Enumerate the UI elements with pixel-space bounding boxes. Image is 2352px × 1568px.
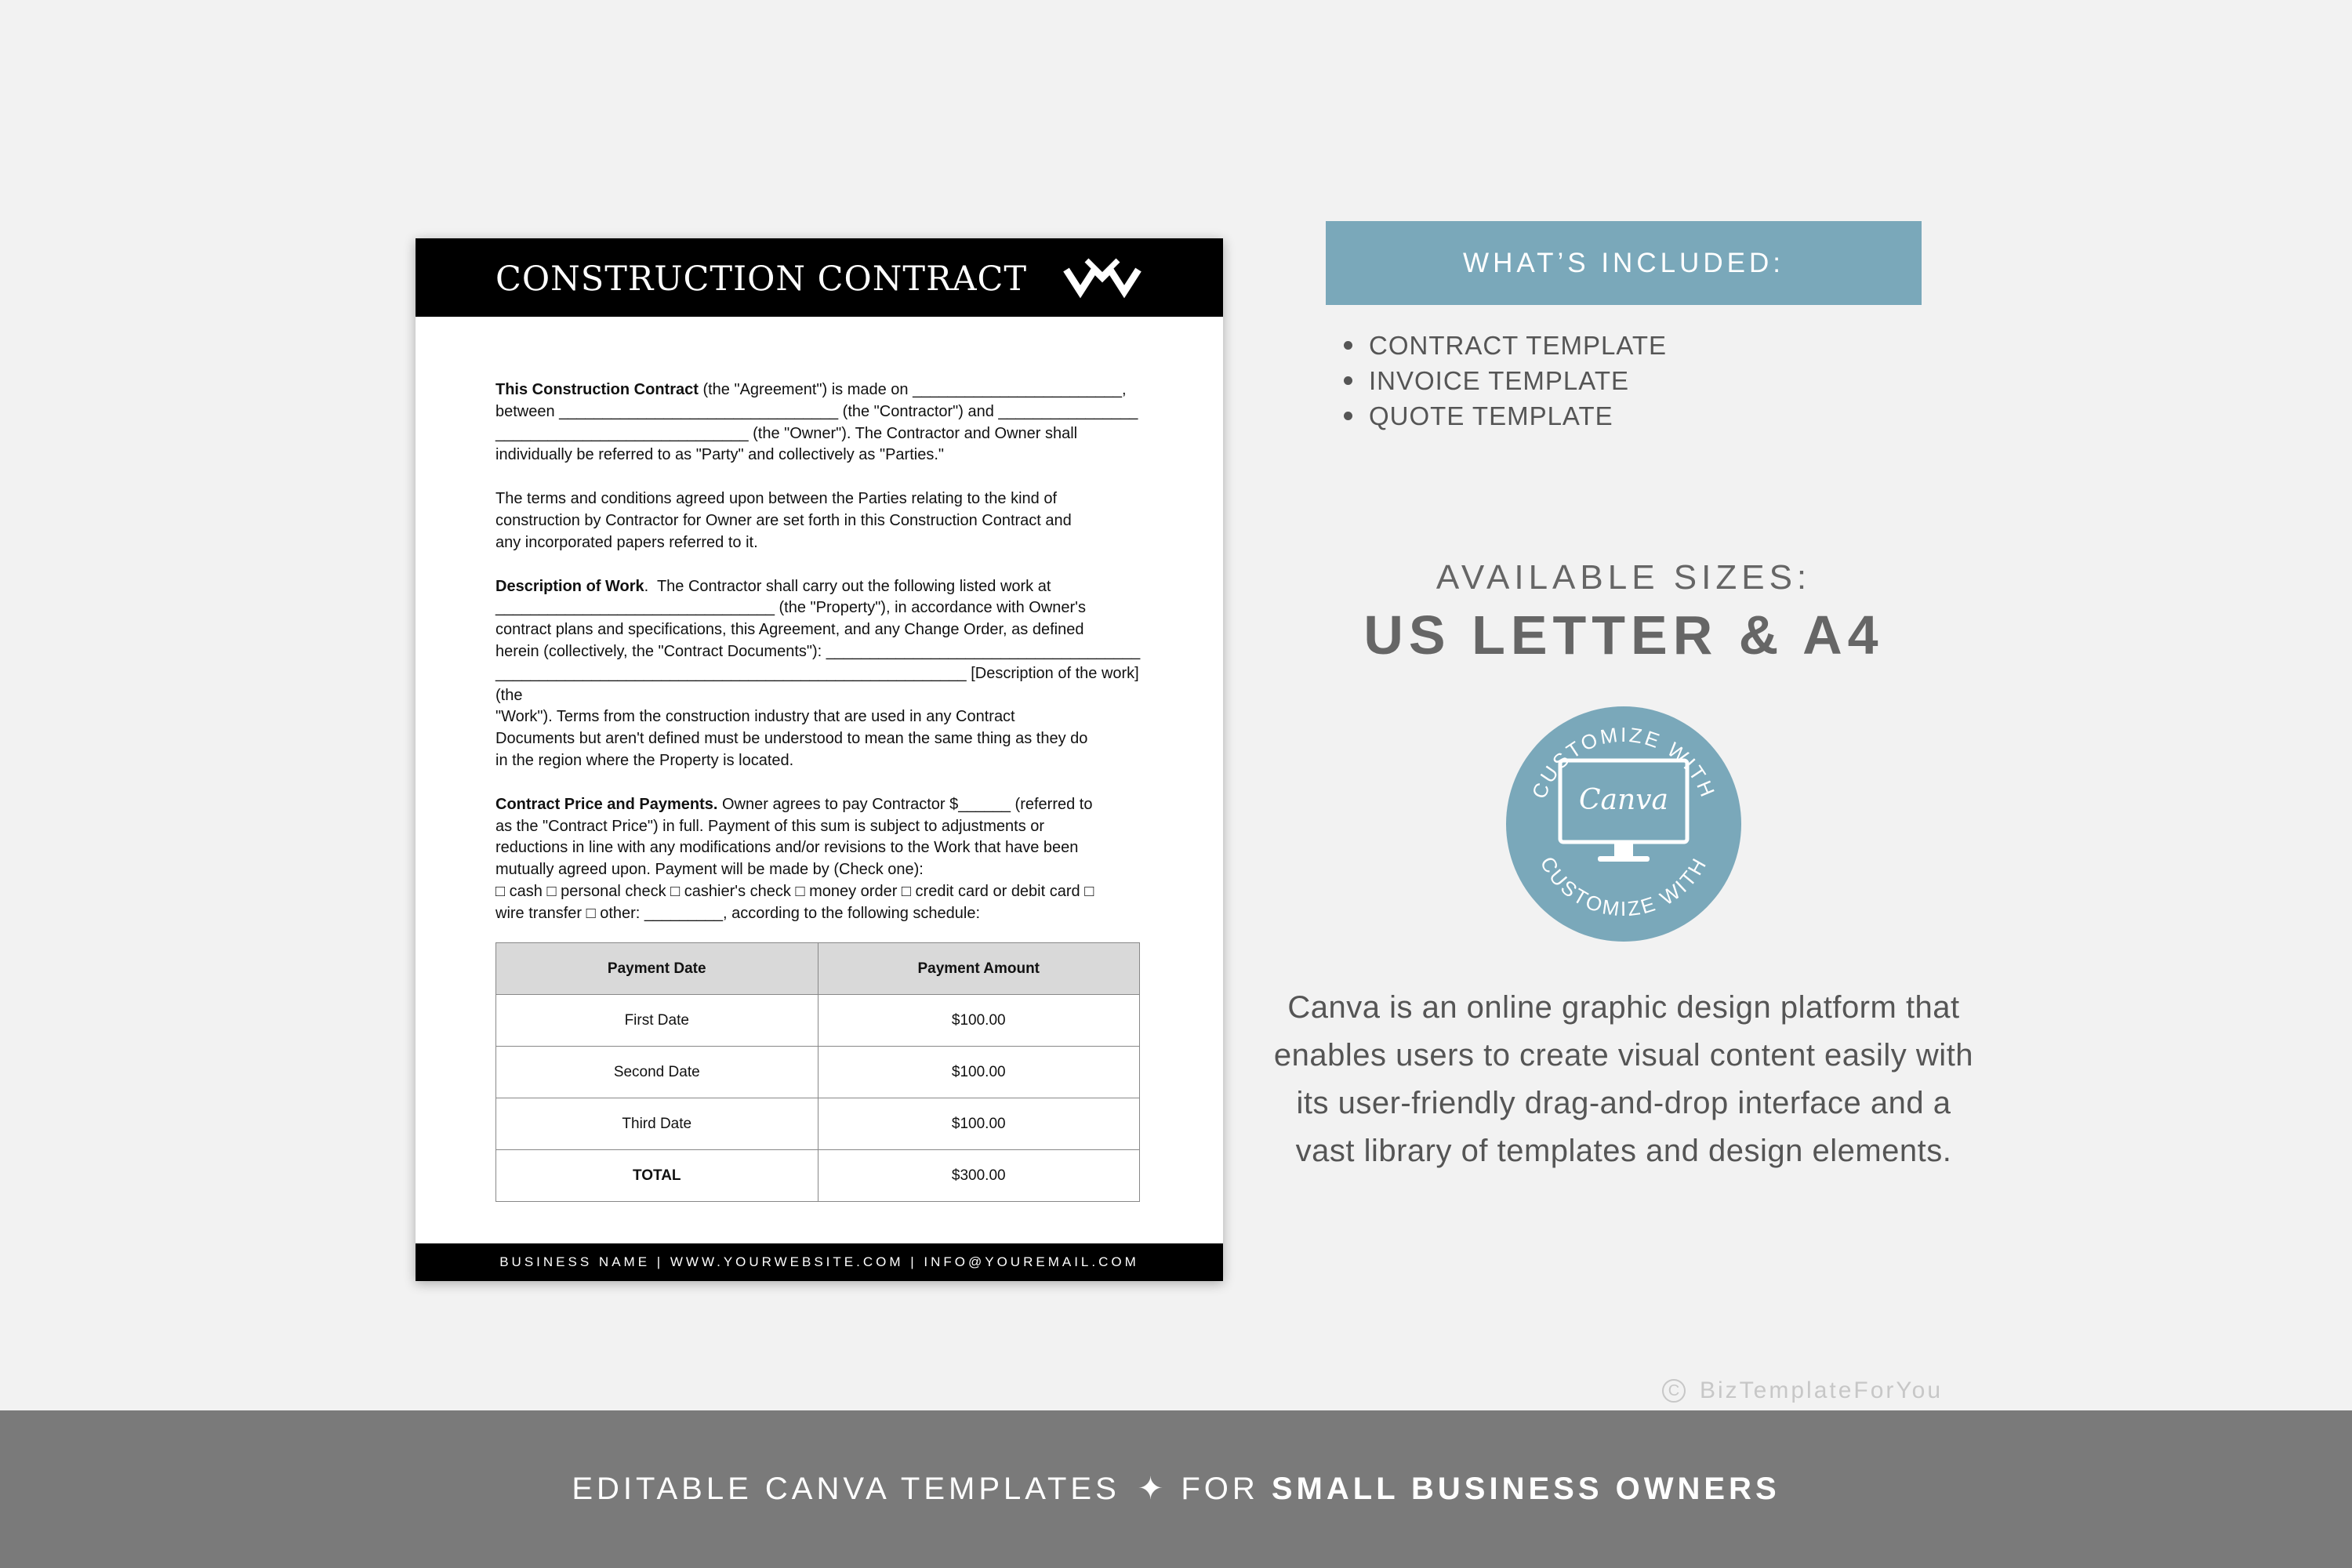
table-header-payment-amount: Payment Amount: [818, 943, 1140, 995]
clause-text: The terms and conditions agreed upon between the Parties relating to the kind of construction by Contractor for Owner are set forth in this Construction Contract and any incorporated papers referred to it.: [495, 490, 1072, 551]
bullet-icon: [1344, 412, 1352, 420]
sparkle-icon: ✦: [1137, 1472, 1164, 1506]
clause-description-of-work: [495, 576, 1146, 772]
tagline-part-1: EDITABLE CANVA TEMPLATES: [572, 1472, 1120, 1506]
badge-top-text: CUSTOMIZE WITH: [1526, 722, 1721, 802]
table-total-row: [496, 1150, 1140, 1202]
bullet-icon: [1344, 341, 1352, 350]
table-cell-amount: $100.00: [818, 995, 1140, 1047]
clause-contract-price: [495, 794, 1146, 925]
document-footer: BUSINESS NAME | WWW.YOURWEBSITE.COM | INFO@YOUREMAIL.COM: [416, 1243, 1223, 1281]
table-cell-total-amount: $300.00: [818, 1150, 1140, 1202]
table-header-payment-date: Payment Date: [496, 943, 818, 995]
document-body: [495, 379, 1146, 947]
w-logo-icon: [1063, 252, 1142, 303]
list-item: [1341, 363, 1667, 398]
badge-bottom-text: CUSTOMIZE WITH: [1535, 852, 1712, 921]
document-title: CONSTRUCTION CONTRACT: [495, 260, 1028, 299]
available-sizes-label: AVAILABLE SIZES:: [1436, 558, 1812, 597]
included-list: [1341, 328, 1667, 434]
document-header: [416, 238, 1223, 317]
clause-text: (the "Agreement") is made on ________________________, between ________________________________ (the "Contractor") and ________________ _____________________________ (the "Owner"). The Contractor and Owner shall individually be referred to as "Party" and collectively as "Parties.": [495, 381, 1138, 464]
clause-lead: Contract Price and Payments.: [495, 795, 718, 813]
table-cell-total-label: TOTAL: [496, 1150, 818, 1202]
copyright-text: BizTemplateForYou: [1700, 1377, 1944, 1403]
clause-agreement: [495, 379, 1146, 466]
contract-document: [416, 238, 1223, 1281]
list-item-label: CONTRACT TEMPLATE: [1369, 331, 1668, 360]
list-item: [1341, 398, 1667, 434]
customize-with-canva-badge: [1505, 706, 1742, 942]
copyright-icon: C: [1662, 1379, 1686, 1403]
clause-lead: This Construction Contract: [495, 381, 699, 398]
clause-text: . The Contractor shall carry out the following listed work at ________________________________ (the "Property"), in accordance with Owner's contract plans and specifications, this Agreement, and any Change Order, as defined herein (collectively, the "Contract Documents"): ____________________________________ ______________________________________________________ [Description of the work] (the "Work"). Terms from the construction industry that are used in any Contract Documents but aren't defined must be understood to mean the same thing as they do in the region where the Property is located.: [495, 577, 1141, 769]
list-item-label: QUOTE TEMPLATE: [1369, 401, 1613, 430]
list-item-label: INVOICE TEMPLATE: [1369, 366, 1630, 395]
table-cell-date: Second Date: [496, 1047, 818, 1098]
table-cell-amount: $100.00: [818, 1098, 1140, 1150]
table-row: [496, 1098, 1140, 1150]
clause-lead: Description of Work: [495, 577, 644, 595]
whats-included-banner: WHAT’S INCLUDED:: [1326, 221, 1922, 305]
table-header-row: [496, 943, 1140, 995]
table-row: [496, 995, 1140, 1047]
table-row: [496, 1047, 1140, 1098]
available-sizes-value: US LETTER & A4: [1363, 604, 1884, 666]
tagline-part-2: FOR: [1181, 1472, 1259, 1506]
table-cell-date: First Date: [496, 995, 818, 1047]
clause-terms: [495, 488, 1146, 554]
table-cell-amount: $100.00: [818, 1047, 1140, 1098]
list-item: [1341, 328, 1667, 363]
bullet-icon: [1344, 376, 1352, 385]
clause-text: Owner agrees to pay Contractor $______ (referred to as the "Contract Price") in full. Payment of this sum is subject to adjustments or reductions in line with any modifications and/or revisions to the Work that have been mutually agreed upon. Payment will be made by (Check one): □ cash □ personal check □ cashier's check □ money order □ credit card or debit card □ wire transfer □ other: _________, according to the following schedule:: [495, 795, 1094, 922]
canva-description: Canva is an online graphic design platform that enables users to create visual content easily with its user-friendly drag-and-drop interface and a vast library of templates and design elements.: [1273, 990, 1974, 1168]
payment-schedule-table: [495, 942, 1140, 1202]
tagline-part-3: SMALL BUSINESS OWNERS: [1271, 1472, 1780, 1506]
copyright-notice: [1662, 1377, 1943, 1404]
bottom-tagline-band: [0, 1410, 2352, 1568]
table-cell-date: Third Date: [496, 1098, 818, 1150]
badge-canva-wordmark: Canva: [1579, 784, 1668, 816]
